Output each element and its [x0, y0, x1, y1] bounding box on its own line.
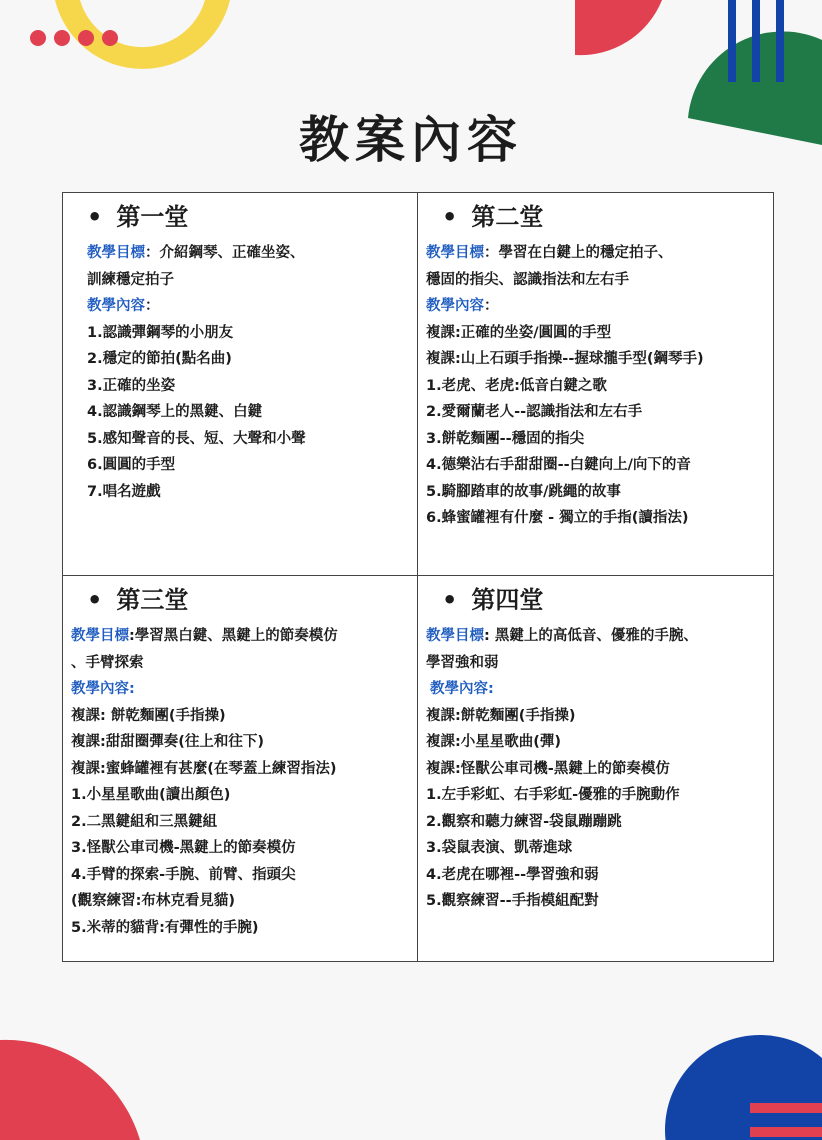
list-item: 3.袋鼠表演、凱蒂進球 — [426, 840, 573, 856]
list-item: 2.觀察和聽力練習-袋鼠蹦蹦跳 — [426, 813, 622, 830]
lesson-card-4 — [417, 575, 774, 962]
list-item: 複課:正確的坐姿/圓圓的手型 — [426, 324, 612, 341]
list-item: 3.怪獸公車司機-黑鍵上的節奏模仿 — [71, 840, 296, 856]
lesson-grid — [62, 192, 774, 962]
content-label: 教學內容 — [87, 298, 145, 314]
list-item: 1.小星星歌曲(讀出顏色) — [71, 787, 231, 803]
lesson-heading: • 第二堂 — [442, 203, 544, 231]
list-item: 4.手臂的探索-手腕、前臂、指頭尖 — [71, 866, 296, 883]
list-item: 5.米蒂的貓背:有彈性的手腕) — [71, 919, 259, 936]
lesson-heading: • 第一堂 — [87, 203, 189, 231]
list-item: 5.感知聲音的長、短、大聲和小聲 — [87, 430, 306, 447]
bullet-icon: • — [87, 586, 103, 614]
goal-line: 、手臂探索 — [71, 654, 144, 671]
list-item: 複課: 餅乾麵團(手指操) — [71, 707, 226, 724]
goal-line: 教學目標：學習在白鍵上的穩定拍子、 — [426, 245, 673, 261]
red-dot — [78, 30, 94, 46]
lesson-card-3 — [62, 575, 419, 962]
list-item: 4.老虎在哪裡--學習強和弱 — [426, 866, 599, 883]
goal-line: 訓練穩定拍子 — [87, 271, 174, 288]
blue-circle — [665, 1035, 822, 1140]
bullet-icon: • — [87, 203, 103, 231]
lesson-heading: • 第四堂 — [442, 586, 544, 614]
content-label: 教學內容 — [426, 298, 484, 314]
list-item: 複課:蜜蜂罐裡有甚麼(在琴蓋上練習指法) — [71, 760, 337, 777]
goal-line: 學習強和弱 — [426, 654, 499, 671]
red-stripe — [750, 1103, 822, 1113]
red-arc-shape — [575, 0, 662, 55]
red-half-circle — [0, 1040, 140, 1140]
list-item: 5.觀察練習--手指模組配對 — [426, 893, 599, 909]
list-item: 1.老虎、老虎:低音白鍵之歌 — [426, 377, 607, 394]
goal-line: 教學目標: 黑鍵上的高低音、優雅的手腕、 — [426, 628, 698, 644]
goal-line: 教學目標：介紹鋼琴、正確坐姿、 — [87, 245, 305, 261]
content-label: 教學內容 — [430, 681, 488, 697]
list-item: 複課:小星星歌曲(彈) — [426, 734, 562, 750]
list-item: 複課:怪獸公車司機-黑鍵上的節奏模仿 — [426, 760, 670, 777]
blue-bar — [776, 0, 784, 82]
list-item: (觀察練習:布林克看見貓) — [71, 893, 236, 909]
page-title: 教案內容 — [299, 111, 523, 169]
lesson-heading: • 第三堂 — [87, 586, 189, 614]
list-item: 複課:餅乾麵團(手指操) — [426, 707, 576, 724]
list-item: 2.穩定的節拍(點名曲) — [87, 351, 232, 367]
list-item: 4.認識鋼琴上的黑鍵、白鍵 — [87, 404, 263, 420]
list-item: 1.左手彩虹、右手彩虹-優雅的手腕動作 — [426, 787, 680, 803]
bullet-icon: • — [442, 586, 458, 614]
list-item: 3.正確的坐姿 — [87, 377, 176, 394]
list-item: 4.德樂沾右手甜甜圈--白鍵向上/向下的音 — [426, 457, 691, 473]
bullet-icon: • — [442, 203, 458, 231]
list-item: 7.唱名遊戲 — [87, 483, 161, 500]
list-item: 3.餅乾麵團--穩固的指尖 — [426, 430, 585, 447]
content-label-line: 教學內容： — [426, 298, 499, 314]
goal-line: 穩固的指尖、認識指法和左右手 — [426, 271, 629, 288]
list-item: 6.蜂蜜罐裡有什麼 - 獨立的手指(讀指法) — [426, 510, 689, 526]
red-stripe — [750, 1127, 822, 1137]
blue-bar — [728, 0, 736, 82]
goal-label: 教學目標 — [87, 245, 145, 261]
red-dot — [54, 30, 70, 46]
goal-label: 教學目標 — [71, 628, 129, 644]
red-dot — [30, 30, 46, 46]
list-item: 1.認識彈鋼琴的小朋友 — [87, 324, 234, 341]
list-item: 複課:山上石頭手指操--握球攏手型(鋼琴手) — [426, 351, 704, 367]
list-item: 6.圓圓的手型 — [87, 457, 176, 473]
content-label: 教學內容 — [71, 681, 129, 697]
list-item: 複課:甜甜圈彈奏(往上和往下) — [71, 734, 265, 750]
content-label-line: 教學內容: — [71, 681, 135, 697]
content-label-line: 教學內容： — [87, 298, 160, 314]
list-item: 5.騎腳踏車的故事/跳繩的故事 — [426, 483, 621, 500]
goal-label: 教學目標 — [426, 628, 484, 644]
list-item: 2.二黑鍵組和三黑鍵組 — [71, 813, 218, 830]
content-label-line: 教學內容: — [430, 681, 494, 697]
list-item: 2.愛爾蘭老人--認識指法和左右手 — [426, 404, 643, 420]
lesson-card-1 — [62, 192, 419, 577]
lesson-card-2 — [417, 192, 774, 577]
red-dot — [102, 30, 118, 46]
goal-line: 教學目標:學習黑白鍵、黑鍵上的節奏模仿 — [71, 628, 338, 644]
blue-bar — [752, 0, 760, 82]
goal-label: 教學目標 — [426, 245, 484, 261]
